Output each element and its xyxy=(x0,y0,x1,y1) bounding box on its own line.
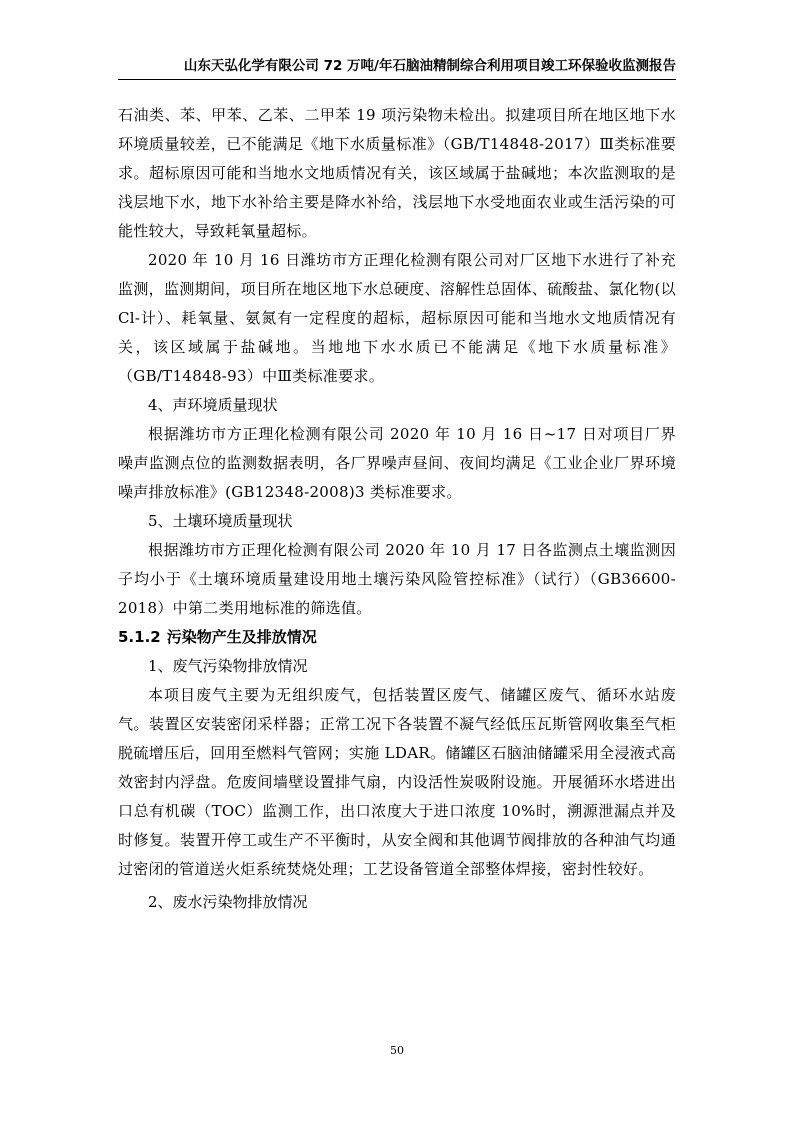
groundwater-paragraph-2: 2020 年 10 月 16 日潍坊市方正理化检测有限公司对厂区地下水进行了补充监测，监测期间，项目所在地区地下水总硬度、溶解性总固体、硫酸盐、氯化物(以 Cl-计）、耗氧量、氨氮有一定程度的超标，超标原因可能和当地水文地质情况有关，该区域属于盐碱地。当地地下水水质已不能满足《地下水质量标准》（GB/T14848-93）中Ⅲ类标准要求。 xyxy=(118,251,676,385)
exhaust-gas-paragraph: 本项目废气主要为无组织废气，包括装置区废气、储罐区废气、循环水站废气。装置区安装密闭采样器；正常工况下各装置不凝气经低压瓦斯管网收集至气柜脱硫增压后，回用至燃料气管网；实施 LDAR。储罐区石脑油储罐采用全浸液式高效密封内浮盘。危废间墙壁设置排气扇，内设活性炭吸附设施。开展循环水塔进出口总有机碳（TOC）监测工作，出口浓度大于进口浓度 10%时，溯源泄漏点并及时修复。装置开停工或生产不平衡时，从安全阀和其他调节阀排放的各种油气均通过密闭的管道送火炬系统焚烧处理；工艺设备管道全部整体焊接，密封性较好。 xyxy=(118,686,676,878)
report-header-title: 山东天弘化学有限公司 72 万吨/年石脑油精制综合利用项目竣工环保验收监测报告 xyxy=(183,58,676,74)
exhaust-gas-subheading: 1、废气污染物排放情况 xyxy=(148,657,308,675)
section-title: 污染物产生及排放情况 xyxy=(166,628,317,646)
noise-paragraph: 根据潍坊市方正理化检测有限公司 2020 年 10 月 16 日~17 日对项目厂界噪声监测点位的监测数据表明，各厂界噪声昼间、夜间均满足《工业企业厂界环境噪声排放标准》(GB12348-2008)3 类标准要求。 xyxy=(118,425,676,501)
header-divider xyxy=(118,79,676,80)
groundwater-paragraph-1: 石油类、苯、甲苯、乙苯、二甲苯 19 项污染物未检出。拟建项目所在地区地下水环境质量较差，已不能满足《地下水质量标准》（GB/T14848-2017）Ⅲ类标准要求。超标原因可能和当地水文地质情况有关，该区域属于盐碱地；本次监测取的是浅层地下水，地下水补给主要是降水补给，浅层地下水受地面农业或生活污染的可能性较大，导致耗氧量超标。 xyxy=(118,106,676,240)
soil-subheading: 5、土壤环境质量现状 xyxy=(148,512,293,530)
section-heading xyxy=(118,623,676,652)
soil-paragraph: 根据潍坊市方正理化检测有限公司 2020 年 10 月 17 日各监测点土壤监测因子均小于《土壤环境质量建设用地土壤污染风险管控标准》（试行）（GB36600-2018）中第二类用地标准的筛选值。 xyxy=(118,541,676,617)
page-number: 50 xyxy=(390,1044,404,1057)
wastewater-subheading: 2、废水污染物排放情况 xyxy=(148,893,308,911)
noise-subheading: 4、声环境质量现状 xyxy=(148,396,278,414)
page-body xyxy=(118,101,676,917)
section-number: 5.1.2 xyxy=(118,628,161,646)
